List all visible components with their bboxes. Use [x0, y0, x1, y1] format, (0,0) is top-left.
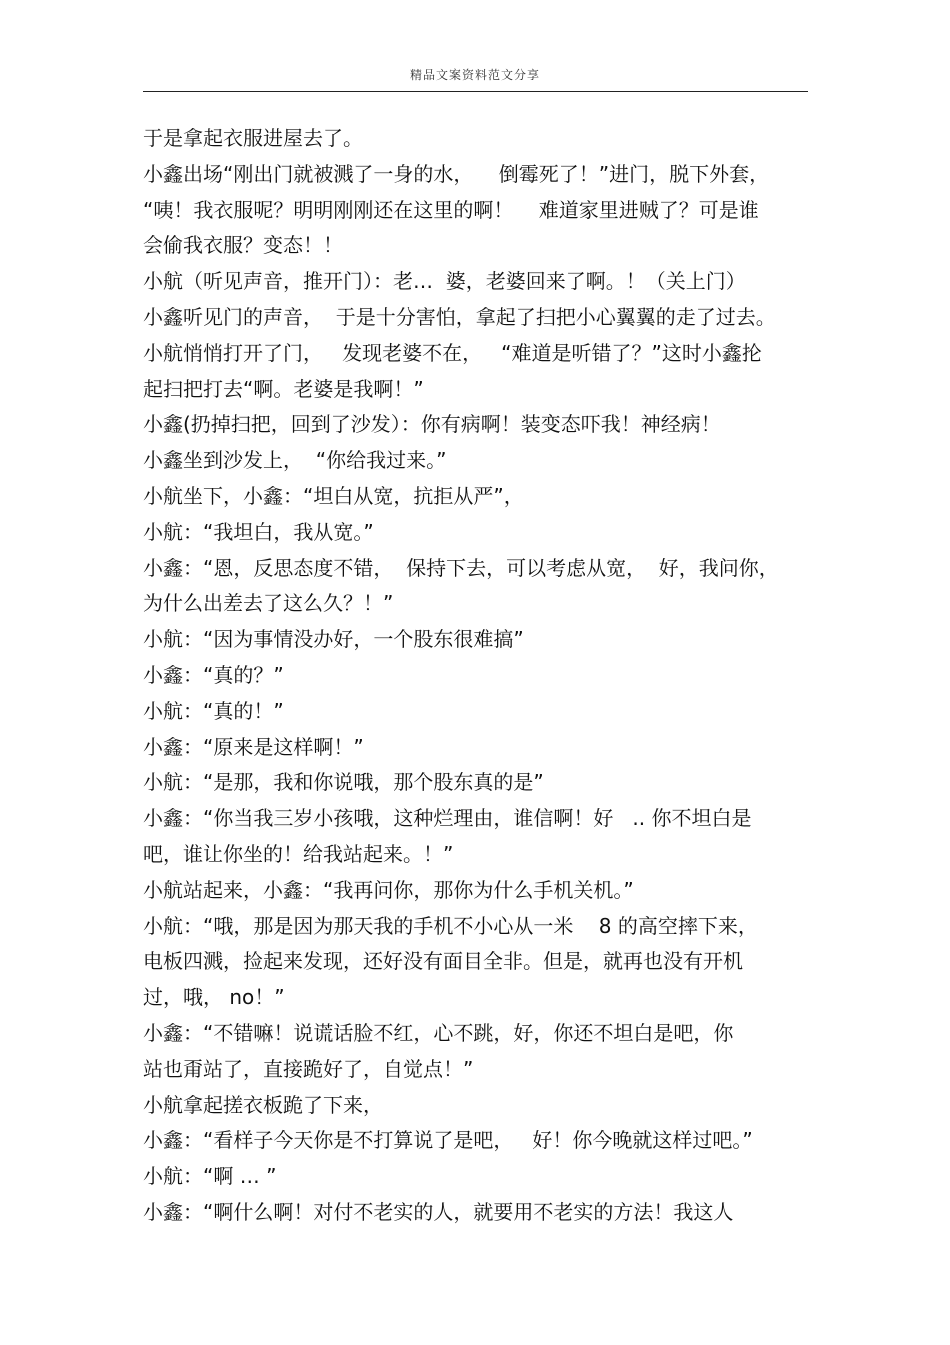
document-body: [143, 121, 808, 1231]
text-line: 小航（听见声音，推开门）：老… 婆，老婆回来了啊。！（关上门）: [143, 269, 746, 294]
text-line: 小航：“是那，我和你说哦，那个股东真的是”: [143, 770, 544, 795]
text-line: 小航：“哦，那是因为那天我的手机不小心从一米 8 的高空摔下来，: [143, 913, 758, 938]
text-line: 小鑫：“恩，反思态度不错， 保持下去，可以考虑从宽， 好，我问你，: [143, 555, 779, 580]
page-header-title: 精品文案资料范文分享: [409, 68, 540, 82]
text-line: 小鑫：“啊什么啊！对付不老实的人，就要用不老实的方法！我这人: [143, 1199, 734, 1224]
text-line: 小鑫(扔掉扫把，回到了沙发）：你有病啊！装变态吓我！神经病！: [143, 412, 721, 437]
text-line: 过，哦， no！”: [143, 985, 285, 1010]
text-line: 小鑫听见门的声音， 于是十分害怕，拿起了扫把小心翼翼的走了过去。: [143, 304, 776, 329]
text-line: “咦！我衣服呢？明明刚刚还在这里的啊！ 难道家里进贼了？可是谁: [143, 197, 759, 222]
text-line: 小航：“因为事情没办好，一个股东很难搞”: [143, 627, 524, 652]
text-line: 吧，谁让你坐的！给我站起来。！”: [143, 841, 454, 866]
text-line: 起扫把打去“啊。老婆是我啊！”: [143, 376, 424, 401]
text-line: 小鑫：“不错嘛！说谎话脸不红，心不跳，好，你还不坦白是吧，你: [143, 1020, 734, 1045]
text-line: 小航：“啊 … ”: [143, 1164, 277, 1189]
text-line: 于是拿起衣服进屋去了。: [143, 126, 363, 150]
text-line: 小航拿起搓衣板跪了下来，: [143, 1092, 383, 1117]
text-line: 小鑫：“原来是这样啊！”: [143, 734, 364, 759]
text-line: 小航站起来，小鑫：“我再问你，那你为什么手机关机。”: [143, 877, 634, 902]
text-line: 为什么出差去了这么久？！”: [143, 591, 394, 616]
text-line: 会偷我衣服？变态！！: [143, 233, 343, 258]
text-line: 电板四溅，捡起来发现，还好没有面目全非。但是，就再也没有开机: [143, 949, 743, 974]
text-line: 小鑫：“真的？”: [143, 662, 284, 687]
text-line: 站也甭站了，直接跪好了，自觉点！”: [143, 1056, 474, 1081]
text-line: 小航坐下，小鑫：“坦白从宽，抗拒从严”，: [143, 483, 524, 508]
text-line: 小鑫：“你当我三岁小孩哦，这种烂理由，谁信啊！好 .. 你不坦白是: [143, 806, 752, 831]
text-line: 小航：“真的！”: [143, 698, 284, 723]
text-line: 小鑫坐到沙发上， “你给我过来。”: [143, 448, 447, 473]
text-line: 小鑫出场“刚出门就被溅了一身的水， 倒霉死了！”进门，脱下外套，: [143, 161, 770, 186]
text-line: 小航悄悄打开了门， 发现老婆不在， “难道是听错了？”这时小鑫抡: [143, 340, 762, 365]
text-line: 小鑫：“看样子今天你是不打算说了是吧， 好！你今晚就这样过吧。”: [143, 1128, 753, 1153]
text-line: 小航：“我坦白，我从宽。”: [143, 519, 374, 544]
header-divider: [143, 91, 808, 92]
